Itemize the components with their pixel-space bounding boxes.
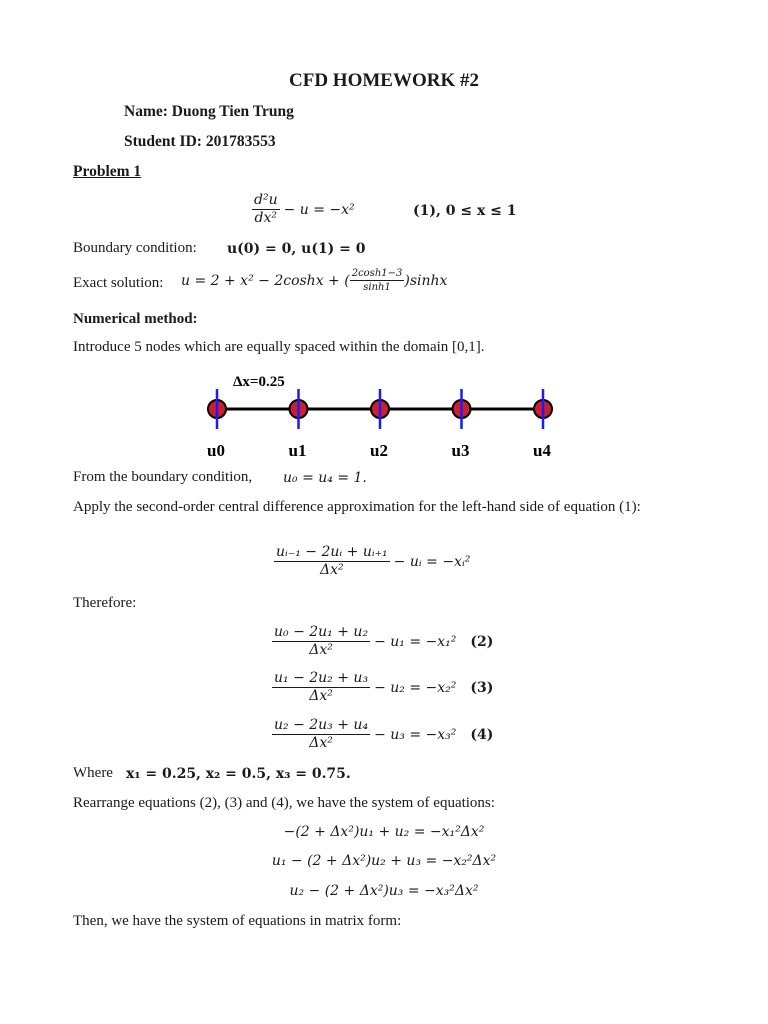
apply-text: Apply the second-order central difference approximation for the left-hand side of equation (1): (73, 499, 641, 515)
intro-text: Introduce 5 nodes which are equally spaced within the domain [0,1]. (73, 339, 485, 355)
equation-3 (272, 671, 493, 705)
node-label: u1 (288, 441, 307, 460)
equation-2 (272, 625, 493, 659)
exact-fraction (350, 268, 405, 293)
system-eq-2 (0, 853, 768, 869)
node-u3 (452, 389, 471, 460)
where-label: Where (73, 765, 113, 781)
exact-denominator: sinh1 (363, 282, 391, 293)
equation-3-rhs: − u₂ = −x₂² (374, 679, 457, 696)
boundary-label: Boundary condition: (73, 240, 197, 256)
central-numerator: uᵢ₋₁ − 2uᵢ + uᵢ₊₁ (274, 545, 390, 562)
node-u1 (289, 389, 308, 460)
equation-3-denominator: Δx² (309, 688, 333, 705)
node-label: u0 (207, 441, 225, 460)
system-eq-2-text: u₁ − (2 + Δx²)u₂ + u₃ = −x₂²Δx² (271, 853, 497, 869)
equation-3-numerator: u₁ − 2u₂ + u₃ (272, 671, 370, 688)
exact-pre: u = 2 + x² − 2coshx + ( (181, 272, 350, 289)
node-u0 (207, 389, 226, 460)
equation-1-denominator: dx² (254, 210, 278, 227)
exact-label: Exact solution: (73, 275, 164, 291)
equation-2-numerator: u₀ − 2u₁ + u₂ (272, 625, 370, 642)
nodes-layer (207, 389, 552, 460)
equation-3-tag: (3) (470, 679, 494, 696)
then-text: Then, we have the system of equations in matrix form: (73, 913, 402, 929)
equation-4 (272, 718, 493, 752)
equation-1 (252, 193, 355, 227)
equation-4-denominator: Δx² (309, 735, 333, 752)
equation-1-rhs: − u = −x² (283, 201, 355, 218)
problem-heading: Problem 1 (73, 163, 142, 180)
rearrange-text: Rearrange equations (2), (3) and (4), we have the system of equations: (73, 795, 495, 811)
equation-4-fraction (272, 718, 370, 752)
node-label: u4 (533, 441, 551, 460)
node-u2 (370, 389, 389, 460)
central-fraction (274, 545, 390, 579)
equation-2-tag: (2) (470, 633, 494, 650)
node-u4 (533, 389, 552, 460)
document-title: CFD HOMEWORK #2 (289, 70, 479, 91)
exact-post: )sinhx (404, 272, 448, 289)
student-name: Name: Duong Tien Trung (124, 103, 294, 120)
equation-4-numerator: u₂ − 2u₃ + u₄ (272, 718, 370, 735)
exact-numerator: 2cosh1−3 (351, 268, 403, 279)
equation-1-numerator: d²u (252, 193, 280, 210)
exact-solution (181, 268, 447, 293)
system-eq-3 (0, 883, 768, 899)
boundary-math: u(0) = 0, u(1) = 0 (227, 241, 366, 257)
central-denominator: Δx² (320, 562, 344, 579)
equation-1-fraction (252, 193, 280, 227)
system-eq-3-text: u₂ − (2 + Δx²)u₃ = −x₃²Δx² (289, 883, 479, 899)
where-math: x₁ = 0.25, x₂ = 0.5, x₃ = 0.75. (126, 766, 351, 782)
system-eq-1 (0, 824, 768, 840)
numerical-heading: Numerical method: (73, 311, 198, 327)
equation-4-tag: (4) (470, 726, 494, 743)
node-diagram (195, 370, 575, 465)
equation-3-fraction (272, 671, 370, 705)
bc-label: From the boundary condition, (73, 469, 253, 485)
central-rhs: − uᵢ = −xᵢ² (393, 553, 471, 570)
equation-2-rhs: − u₁ = −x₁² (374, 633, 457, 650)
equation-4-rhs: − u₃ = −x₃² (374, 726, 457, 743)
node-label: u3 (451, 441, 470, 460)
central-difference-equation (274, 545, 470, 579)
equation-2-fraction (272, 625, 370, 659)
equation-1-condition: (1), 0 ≤ x ≤ 1 (413, 203, 517, 219)
dx-label: Δx=0.25 (233, 374, 285, 390)
equation-2-denominator: Δx² (309, 642, 333, 659)
bc-math: u₀ = u₄ = 1. (283, 470, 367, 486)
system-eq-1-text: −(2 + Δx²)u₁ + u₂ = −x₁²Δx² (283, 824, 485, 840)
student-id: Student ID: 201783553 (124, 133, 276, 150)
therefore-text: Therefore: (73, 595, 137, 611)
node-label: u2 (370, 441, 388, 460)
